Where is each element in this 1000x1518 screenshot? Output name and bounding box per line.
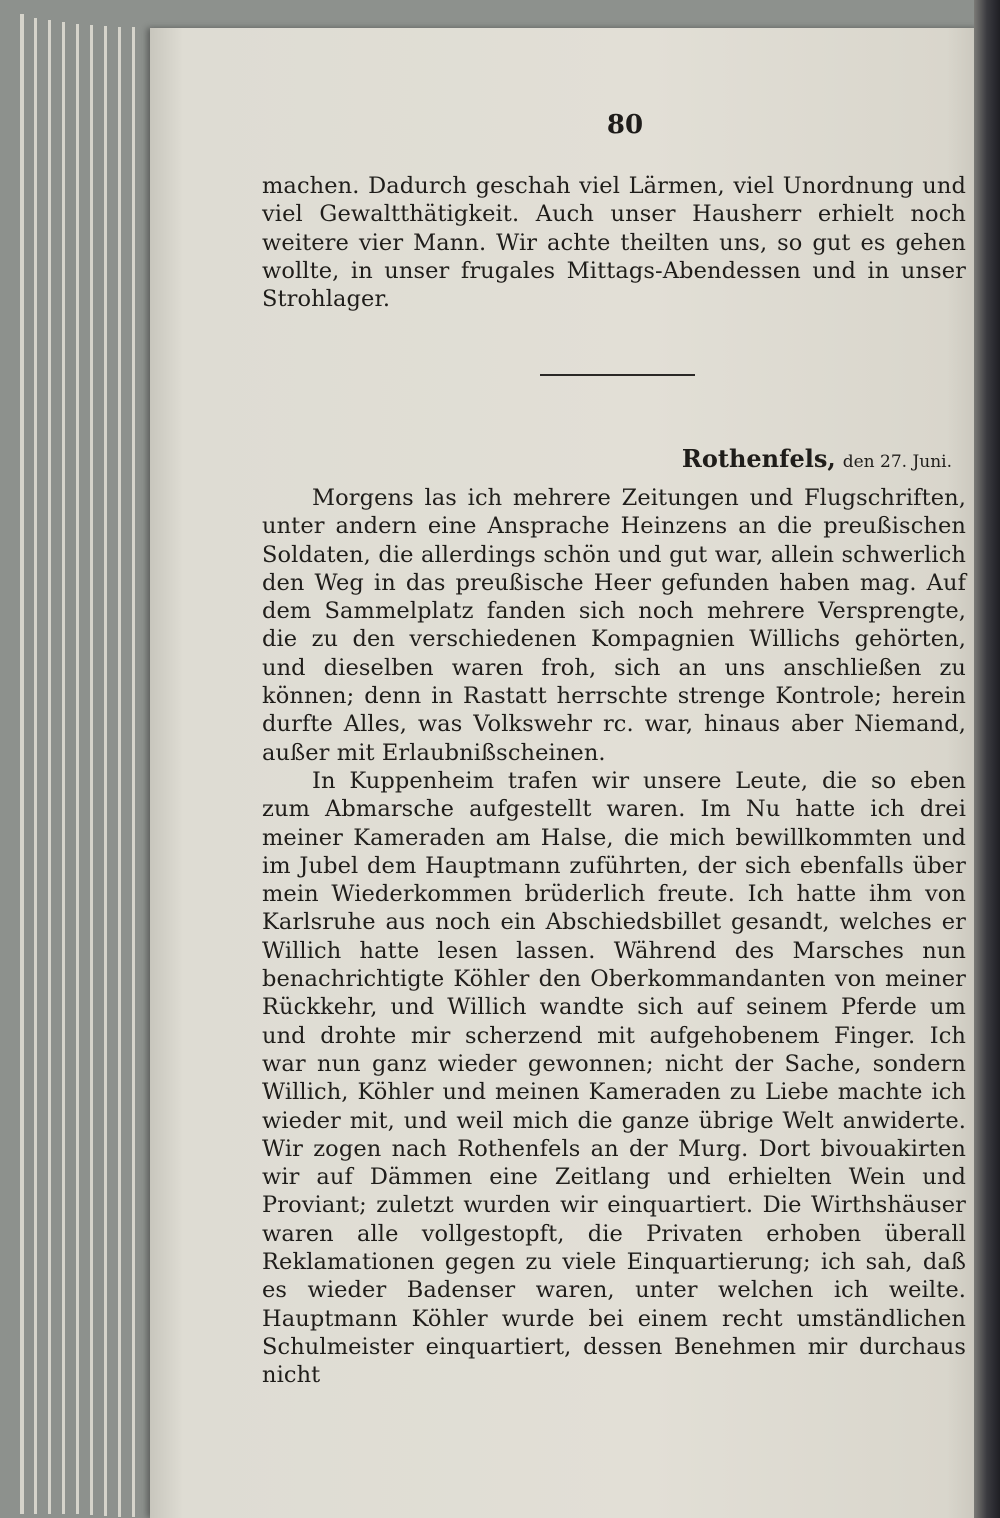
paragraph-text: machen. Dadurch geschah viel Lärmen, viel Unordnung und viel Gewaltthätigkeit. Auch unser Hausherr erhielt noch weitere vier Mann. Wir achte theilten uns, so gut es gehen wollte, in unser frugales Mittags-Abendessen und in unser Strohlager. [262,173,966,313]
diary-entry-body [262,484,966,1390]
book-spine [974,0,1000,1518]
paragraph-text: In Kuppenheim trafen wir unsere Leute, die so eben zum Abmarsche aufgestellt waren. Im Nu hatte ich drei meiner Kameraden am Halse, die mich bewillkommten und im Jubel dem Hauptmann zuführten, der sich ebenfalls über mein Wiederkommen brüderlich freute. Ich hatte ihm von Karlsruhe aus noch ein Abschiedsbillet gesandt, welches er Willich hatte lesen lassen. Während des Marsches nun benachrichtigte Köhler den Oberkommandanten von meiner Rückkehr, und Willich wandte sich auf seinem Pferde um und drohte mir scherzend mit aufgehobenem Finger. Ich war nun ganz wieder gewonnen; nicht der Sache, sondern Willich, Köhler und meinen Kameraden zu Liebe machte ich wieder mit, und weil mich die ganze übrige Welt anwiderte. Wir zogen nach Rothenfels an der Murg. Dort bivouakirten wir auf Dämmen eine Zeitlang und erhielten Wein und Proviant; zuletzt wurden wir einquartiert. Die Wirthshäuser waren alle vollgestopft, die Privaten erhoben überall Reklamationen gegen zu viele Einquartierung; ich sah, daß es wieder Badenser waren, unter welchen ich weilte. Hauptmann Köhler wurde bei einem recht umständlichen Schulmeister einquartiert, dessen Benehmen mir durchaus nicht [262,767,966,1389]
dateline-date: den 27. Juni. [842,452,952,472]
page-number: 80 [606,110,644,140]
dateline-place: Rothenfels, [681,444,836,473]
dateline [262,444,952,473]
section-divider [540,374,695,376]
continued-paragraph [262,172,966,313]
paragraph-text: Morgens las ich mehrere Zeitungen und Flugschriften, unter andern eine Ansprache Heinzens an die preußischen Soldaten, die allerdings schön und gut war, allein schwerlich den Weg in das preußische Heer gefunden haben mag. Auf dem Sammelplatz fanden sich noch mehrere Versprengte, die zu den verschiedenen Kompagnien Willichs gehörten, und dieselben waren froh, sich an uns anschließen zu können; denn in Rastatt herrschte strenge Kontrole; herein durfte Alles, was Volkswehr rc. war, hinaus aber Niemand, außer mit Erlaubnißscheinen. [262,485,966,766]
